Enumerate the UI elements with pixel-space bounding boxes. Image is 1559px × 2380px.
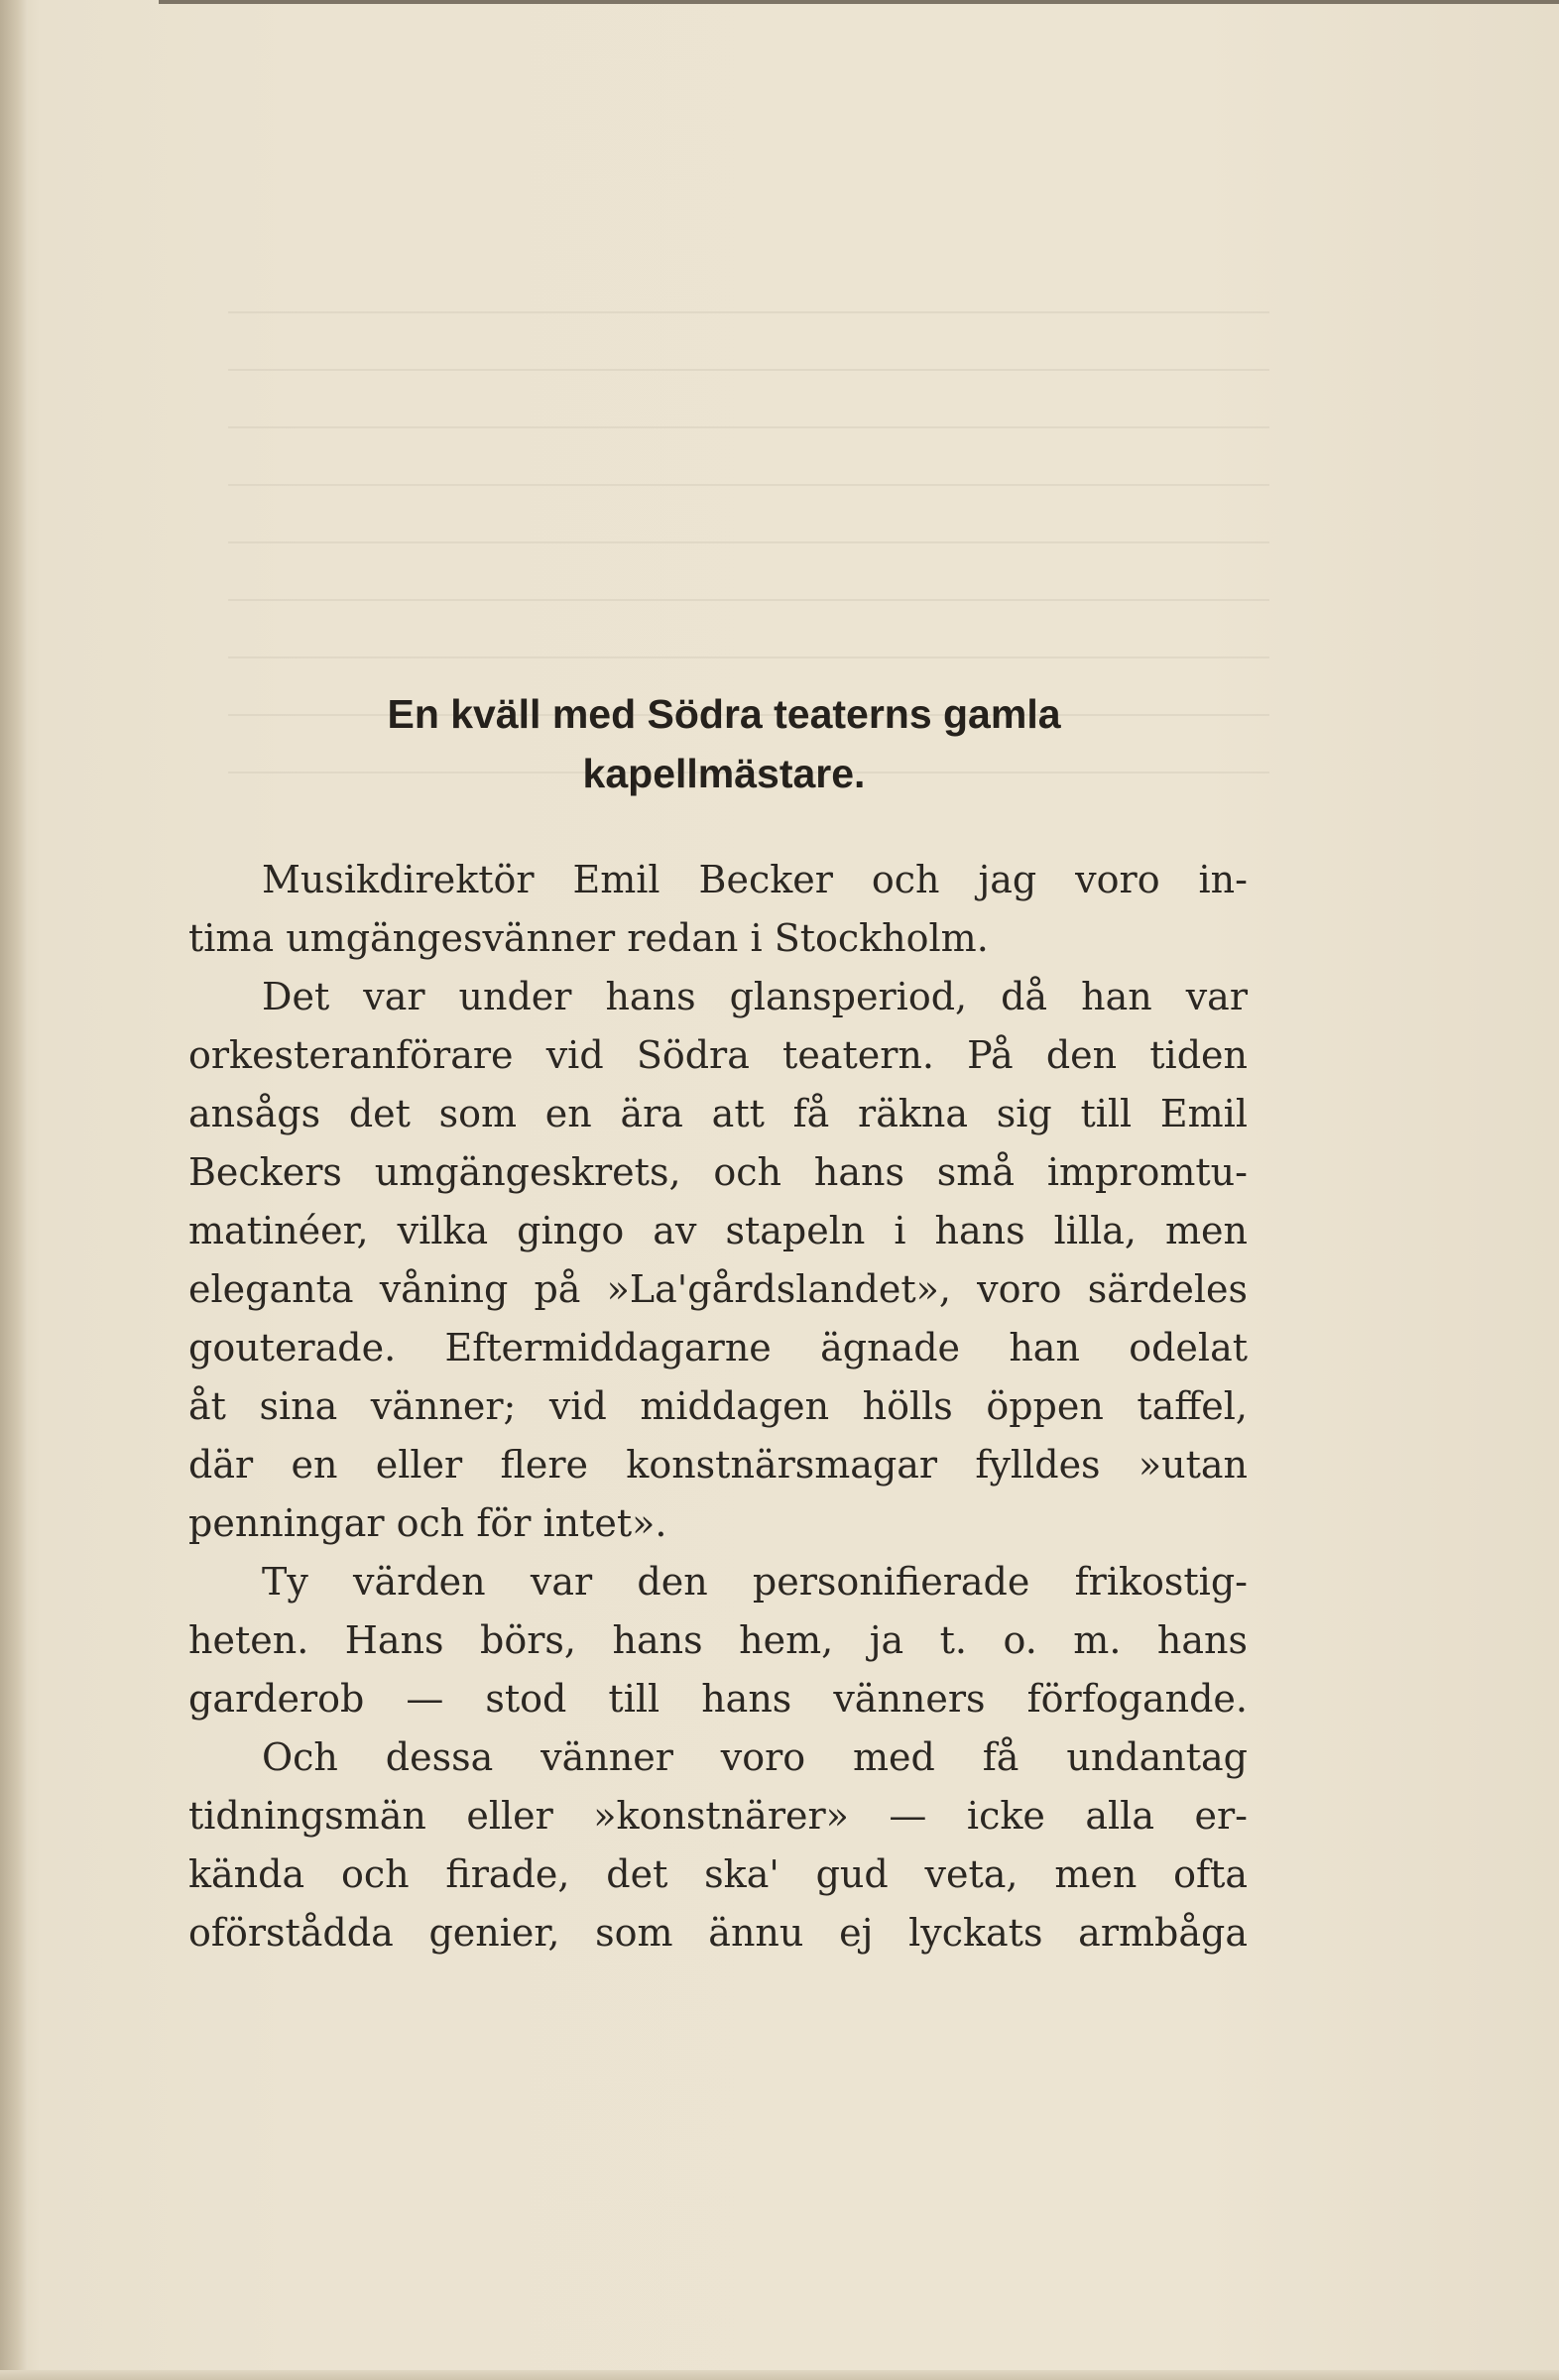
text-line: Musikdirektör Emil Becker och jag voro in- [262,858,1248,901]
text-line: eleganta våning på »La'gårdslandet», voro särdeles [188,1267,1248,1311]
text-line: åt sina vänner; vid middagen hölls öppen taffel, [188,1384,1248,1428]
text-line: Ty värden var den personifierade frikostig- [262,1560,1248,1604]
text-line: heten. Hans börs, hans hem, ja t. o. m. hans [188,1618,1248,1662]
text-line: matinéer, vilka gingo av stapeln i hans lilla, men [188,1209,1248,1252]
page-spine-shadow [0,0,28,2380]
chapter-heading-line-2: kapellmästare. [582,751,866,796]
text-line: där en eller flere konstnärsmagar fylldes »utan [188,1443,1248,1487]
text-line: garderob — stod till hans vänners förfogande. [188,1677,1248,1721]
page-bottom-edge [0,2370,1559,2380]
text-line: Beckers umgängeskrets, och hans små impromtu- [188,1150,1248,1194]
text-line: penningar och för intet». [188,1501,667,1545]
text-line: oförstådda genier, som ännu ej lyckats armbåga [188,1911,1248,1955]
chapter-heading [188,684,1259,803]
text-line: gouterade. Eftermiddagarne ägnade han odelat [188,1326,1248,1369]
text-line: Det var under hans glansperiod, då han var [262,975,1248,1018]
text-line: kända och firade, det ska' gud veta, men ofta [188,1852,1248,1896]
text-line: orkesteranförare vid Södra teatern. På den tiden [188,1033,1248,1077]
body-text [188,851,1248,1963]
text-line: ansågs det som en ära att få räkna sig till Emil [188,1092,1248,1135]
text-line: tima umgängesvänner redan i Stockholm. [188,916,989,960]
text-line: Och dessa vänner voro med få undantag [262,1735,1248,1779]
chapter-heading-line-1: En kväll med Södra teaterns gamla [387,691,1061,737]
page-top-edge [159,0,1559,4]
text-line: tidningsmän eller »konstnärer» — icke alla er- [188,1794,1248,1838]
